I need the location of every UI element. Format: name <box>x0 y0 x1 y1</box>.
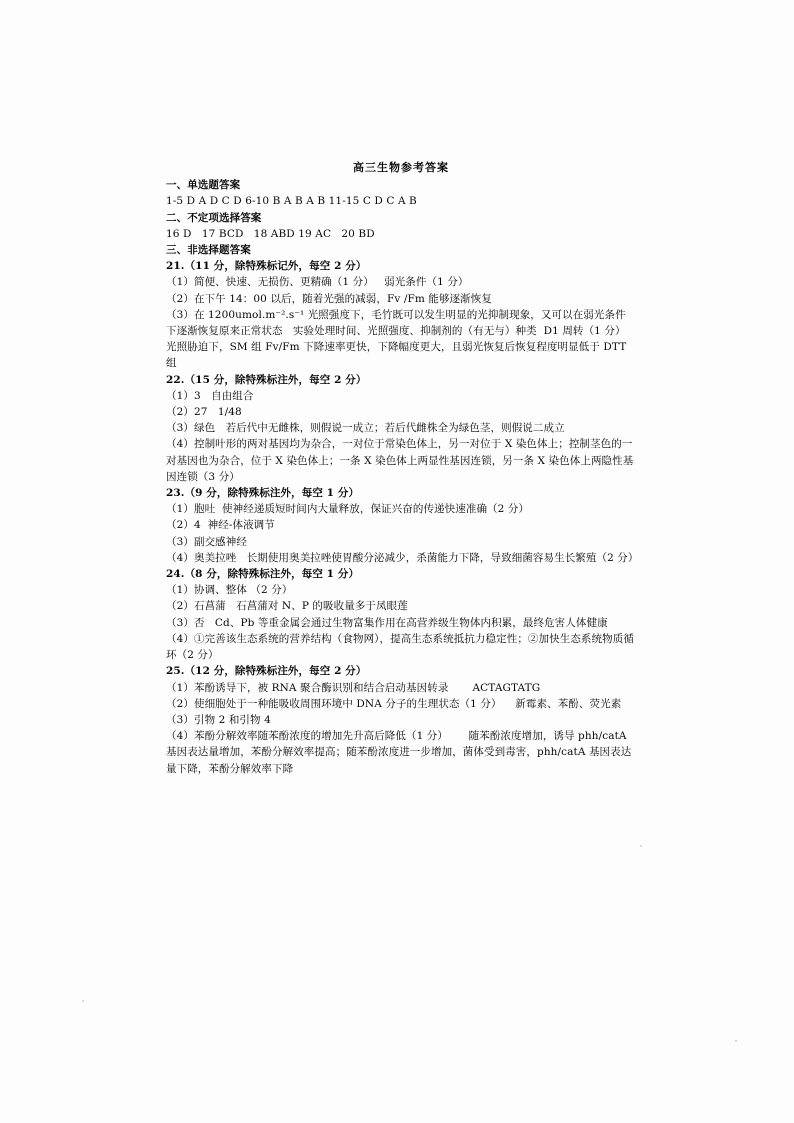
question-heading: 23.（9 分，除特殊标注外，每空 1 分） <box>166 487 360 500</box>
answer-line: （3）在 1200umol.m⁻².s⁻¹ 光照强度下，毛竹既可以发生明显的光抑制现象，又可以在弱光条件下逐渐恢复原来正常状态 实验处理时间、光照强度、抑制剂的（有无与）种类 D1 周转（1 分） 光照胁迫下，SM 组 Fv/Fm 下降速率更快，下降幅度更大，且弱光恢复后恢复程度明显低于 DTT 组 <box>166 308 633 370</box>
scan-speck <box>735 1040 737 1042</box>
question-heading: 22.（15 分，除特殊标注外，每空 2 分） <box>166 373 367 386</box>
answer-line: （1）苯酚诱导下，被 RNA 聚合酶识别和结合启动基因转录 ACTAGTATG <box>166 681 541 694</box>
answer-sheet <box>166 160 639 777</box>
answer-line: （1）简便、快速、无损伤、更精确（1 分） 弱光条件（1 分） <box>166 276 469 289</box>
answer-line: （1）胞吐 使神经递质短时间内大量释放，保证兴奋的传递快速准确（2 分） <box>166 503 530 516</box>
answer-line: （3）否 Cd、Pb 等重金属会通过生物富集作用在高营养级生物体内积累，最终危害人体健康 <box>166 616 608 629</box>
answer-line: （4）奥美拉唑 长期使用奥美拉唑使胃酸分泌减少，杀菌能力下降，导致细菌容易生长繁殖（2 分） <box>166 551 639 564</box>
answer-line: 16 D 17 BCD 18 ABD 19 AC 20 BD <box>166 227 375 240</box>
answer-line: （2）使细胞处于一种能吸收周围环境中 DNA 分子的生理状态（1 分） 新霉素、苯酚、荧光素 <box>166 697 622 710</box>
answer-line: （2）石菖蒲 石菖蒲对 N、P 的吸收量多于凤眼莲 <box>166 600 408 613</box>
answer-line: （3）引物 2 和引物 4 <box>166 713 271 726</box>
answer-line: （2）27 1/48 <box>166 406 242 419</box>
answer-line: （2）在下午 14：00 以后，随着光强的减弱，Fv /Fm 能够逐渐恢复 <box>166 292 492 305</box>
answer-line: （1）协调、整体 （2 分） <box>166 584 293 597</box>
answer-line: （3）绿色 若后代中无雌株，则假说一成立；若后代雌株全为绿色茎，则假说二成立 <box>166 422 565 435</box>
question-heading: 24.（8 分，除特殊标注外，每空 1 分） <box>166 568 360 581</box>
answer-lines <box>166 177 639 777</box>
page-title: 高三生物参考答案 <box>353 161 449 174</box>
answer-line: （4）苯酚分解效率随苯酚浓度的增加先升高后降低（1 分） 随苯酚浓度增加，诱导 phh/catA 基因表达量增加，苯酚分解效率提高；随苯酚浓度进一步增加，菌体受到毒害，phh/catA 基因表达量下降，苯酚分解效率下降 <box>166 730 632 775</box>
scan-speck <box>640 845 642 847</box>
answer-line: （2）4 神经-体液调节 <box>166 519 275 532</box>
answer-line: （3）副交感神经 <box>166 535 247 548</box>
answer-line: 1-5 D A D C D 6-10 B A B A B 11-15 C D C A B <box>166 195 417 208</box>
section-heading: 三、非选择题答案 <box>166 244 251 257</box>
question-heading: 25.（12 分，除特殊标注外，每空 2 分） <box>166 665 367 678</box>
answer-line: （1）3 自由组合 <box>166 389 254 402</box>
scan-speck <box>82 1000 84 1002</box>
question-heading: 21.（11 分，除特殊标记外，每空 2 分） <box>166 260 367 273</box>
answer-line: （4）①完善该生态系统的营养结构（食物网），提高生态系统抵抗力稳定性；②加快生态系统物质循环（2 分） <box>166 632 634 662</box>
section-heading: 一、单选题答案 <box>166 179 241 192</box>
section-heading: 二、不定项选择答案 <box>166 211 262 224</box>
answer-line: （4）控制叶形的两对基因均为杂合，一对位于常染色体上，另一对位于 X 染色体上；控制茎色的一对基因也为杂合，位于 X 染色体上；一条 X 染色体上两显性基因连锁，另一条 X 染色体上两隐性基因连锁（3 分） <box>166 438 634 483</box>
